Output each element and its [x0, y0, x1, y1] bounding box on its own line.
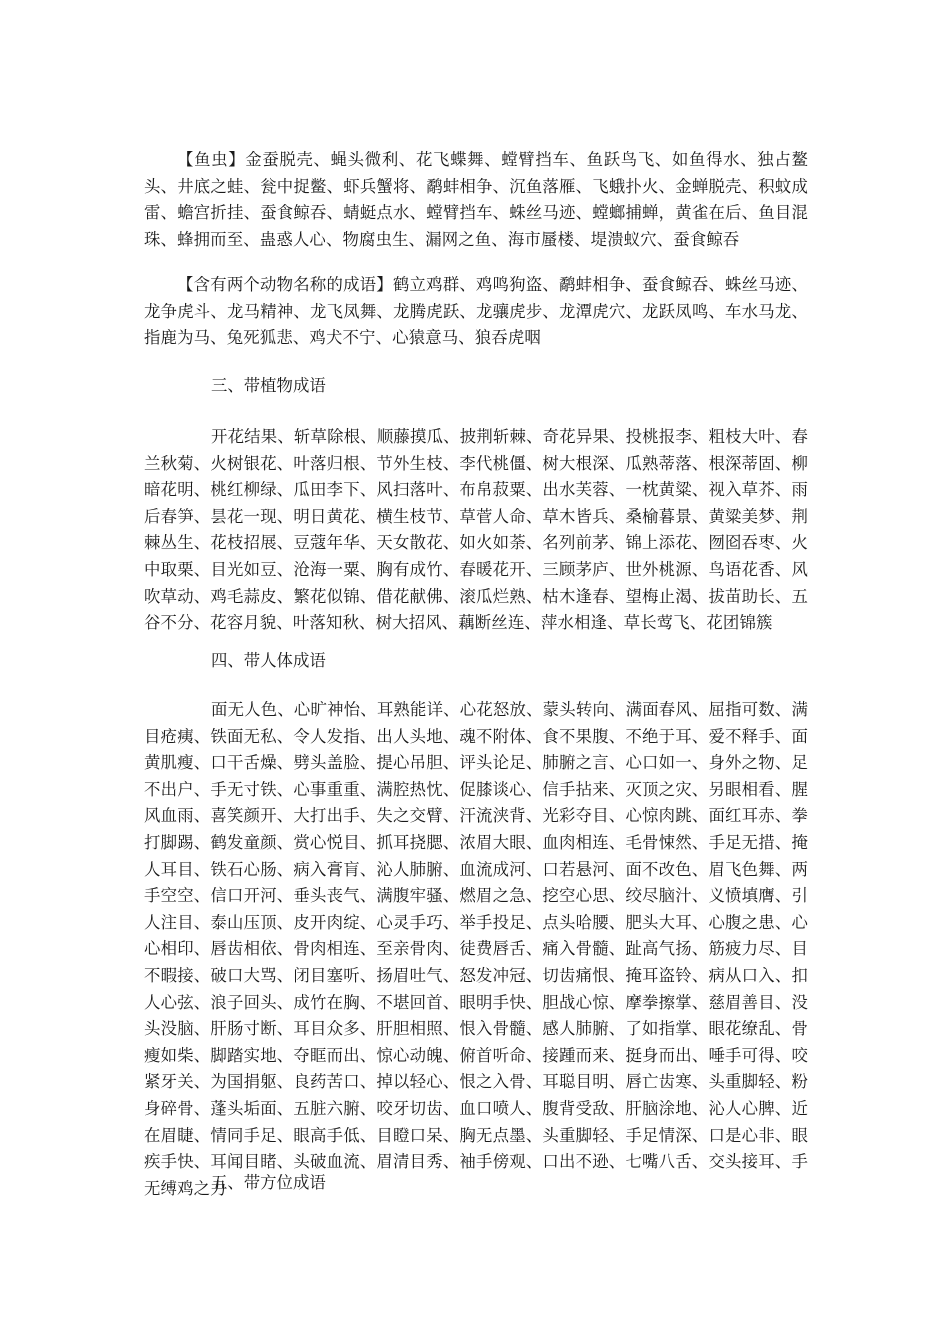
- section-heading-direction: 五、带方位成语: [211, 1173, 326, 1192]
- paragraph-plants: 开花结果、斩草除根、顺藤摸瓜、披荆斩棘、奇花异果、投桃报李、粗枝大叶、春兰秋菊、火树银花、叶落归根、节外生枝、李代桃僵、树大根深、瓜熟蒂落、根深蒂固、柳暗花明、桃红柳绿、瓜田李下、风扫落叶、布帛菽粟、出水芙蓉、一枕黄粱、视入草芥、雨后春笋、昙花一现、明日黄花、横生枝节、草菅人命、草木皆兵、桑榆暮景、黄粱美梦、荆棘丛生、花枝招展、豆蔻年华、天女散花、如火如荼、名列前茅、锦上添花、囫囵吞枣、火中取栗、目光如豆、沧海一粟、胸有成竹、春暖花开、三顾茅庐、世外桃源、鸟语花香、风吹草动、鸡毛蒜皮、繁花似锦、借花献佛、滚瓜烂熟、枯木逢春、望梅止渴、拔苗助长、五谷不分、花容月貌、叶落知秋、树大招风、藕断丝连、萍水相逢、草长莺飞、花团锦簇: [144, 427, 808, 633]
- paragraph-body: 面无人色、心旷神怡、耳熟能详、心花怒放、蒙头转向、满面春风、屈指可数、满目疮痍、铁面无私、令人发指、出人头地、魂不附体、食不果腹、不绝于耳、爱不释手、面黄肌瘦、口干舌燥、劈头盖脸、提心吊胆、评头论足、肺腑之言、心口如一、身外之物、足不出户、手无寸铁、心事重重、满腔热忱、促膝谈心、信手拈来、灭顶之灾、另眼相看、腥风血雨、喜笑颜开、大打出手、失之交臂、汗流浃背、光彩夺目、心惊肉跳、面红耳赤、拳打脚踢、鹤发童颜、赏心悦目、抓耳挠腮、浓眉大眼、血肉相连、毛骨悚然、手足无措、掩人耳目、铁石心肠、病入膏肓、沁人肺腑、血流成河、口若悬河、面不改色、眉飞色舞、两手空空、信口开河、垂头丧气、满腹牢骚、燃眉之急、挖空心思、绞尽脑汁、义愤填膺、引人注目、泰山压顶、皮开肉绽、心灵手巧、举手投足、点头哈腰、肥头大耳、心腹之患、心心相印、唇齿相依、骨肉相连、至亲骨肉、徒费唇舌、痛入骨髓、趾高气扬、筋疲力尽、目不暇接、破口大骂、闭目塞听、扬眉吐气、怒发冲冠、切齿痛恨、掩耳盗铃、病从口入、扣人心弦、浪子回头、成竹在胸、不堪回首、眼明手快、胆战心惊、摩拳擦掌、慈眉善目、没头没脑、肝肠寸断、耳目众多、肝胆相照、恨入骨髓、感人肺腑、了如指掌、眼花缭乱、骨瘦如柴、脚踏实地、夺眶而出、惊心动魄、俯首听命、接踵而来、挺身而出、唾手可得、咬紧牙关、为国捐躯、良药苦口、掉以轻心、恨之入骨、耳聪目明、唇亡齿寒、头重脚轻、粉身碎骨、蓬头垢面、五脏六腑、咬牙切齿、血口喷人、腹背受敌、肝脑涂地、沁人心脾、近在眉睫、情同手足、眼高手低、目瞪口呆、胸无点墨、头重脚轻、手足情深、口是心非、眼疾手快、耳闻目睹、头破血流、眉清目秀、袖手傍观、口出不逊、七嘴八舌、交头接耳、手无缚鸡之力: [144, 700, 808, 1198]
- section-heading-body: 四、带人体成语: [211, 651, 326, 670]
- paragraph-two-animals: 【含有两个动物名称的成语】鹤立鸡群、鸡鸣狗盗、鹬蚌相争、蚕食鲸吞、蛛丝马迹、龙争虎斗、龙马精神、龙飞凤舞、龙腾虎跃、龙骧虎步、龙潭虎穴、龙跃凤鸣、车水马龙、指鹿为马、兔死狐悲、鸡犬不宁、心猿意马、狼吞虎咽: [144, 275, 808, 348]
- paragraph-fish-insects: 【鱼虫】金蚕脱壳、蝇头微利、花飞蝶舞、螳臂挡车、鱼跃鸟飞、如鱼得水、独占鳌头、井底之蛙、瓮中捉鳖、虾兵蟹将、鹬蚌相争、沉鱼落雁、飞蛾扑火、金蝉脱壳、积蚊成雷、蟾宫折挂、蚕食鲸吞、蜻蜓点水、螳臂挡车、蛛丝马迹、螳螂捕蝉，黄雀在后、鱼目混珠、蜂拥而至、蛊惑人心、物腐虫生、漏网之鱼、海市蜃楼、堤溃蚁穴、蚕食鲸吞: [144, 150, 808, 249]
- section-heading-plants: 三、带植物成语: [211, 376, 326, 395]
